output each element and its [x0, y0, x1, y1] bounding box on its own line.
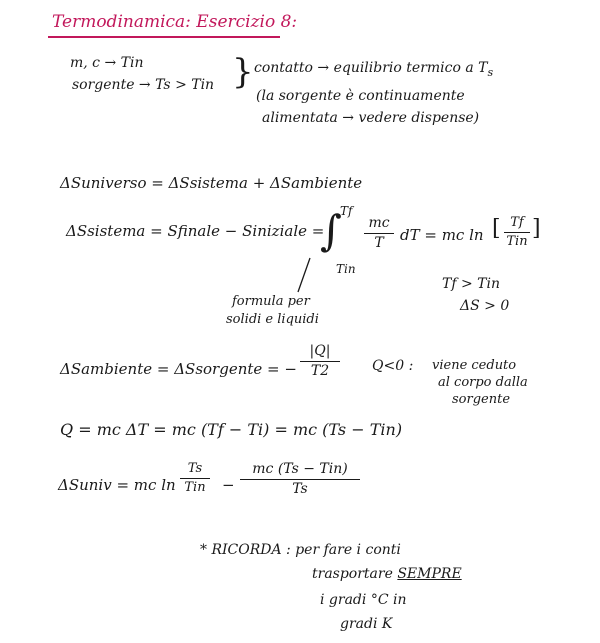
environment-denominator: T2 [310, 363, 330, 380]
total-ln-bar [180, 478, 210, 479]
condition-line-1: Tf > Tin [442, 276, 500, 292]
formula-note-line-1: formula per [232, 294, 310, 309]
setup-brace: } [232, 52, 254, 92]
integral-upper-limit: Tf [340, 204, 353, 218]
integral-result: dT = mc ln [400, 226, 484, 244]
total-second-fraction [240, 462, 360, 498]
formula-note-line-2: solidi e liquidi [226, 312, 319, 327]
total-entropy-lhs: ΔSuniv = mc ln [58, 476, 176, 494]
environment-fraction [300, 344, 340, 380]
heat-equation: Q = mc ΔT = mc (Tf − Ti) = mc (Ts − Tin) [60, 420, 403, 439]
setup-source-line: sorgente → Ts > Tin [72, 77, 215, 93]
reminder-verb: trasportare [312, 566, 393, 582]
total-ln-denominator: Tin [184, 480, 206, 496]
condition-line-2: ΔS > 0 [460, 298, 510, 314]
total-second-numerator: mc (Ts − Tin) [252, 461, 348, 477]
setup-note-line-2: alimentata → vedere dispense) [262, 110, 480, 126]
total-ln-fraction [180, 462, 210, 496]
integral-sign: ∫ [320, 206, 342, 255]
reminder-line-3: i gradi °C in [320, 592, 407, 608]
total-second-denominator: Ts [292, 481, 308, 498]
ln-numerator: Tf [510, 215, 524, 230]
reminder-emphasis: SEMPRE [397, 566, 462, 582]
environment-numerator: |Q| [309, 343, 331, 359]
integrand-denominator: T [374, 235, 384, 252]
ln-denominator: Tin [506, 234, 528, 250]
integrand-numerator: mc [368, 215, 390, 231]
ln-bracket-open: [ [492, 216, 501, 241]
total-minus: − [222, 476, 235, 494]
environment-bar [300, 361, 340, 362]
setup-body-line: m, c → Tin [70, 55, 144, 71]
heat-sign-note-line-1: viene ceduto [432, 358, 517, 373]
contact-subscript: s [487, 65, 494, 79]
total-second-bar [240, 479, 360, 480]
reminder-line-2 [312, 566, 462, 582]
ln-bracket-close: ] [532, 216, 541, 241]
system-entropy-lhs: ΔSsistema = Sfinale − Siniziale = [66, 222, 325, 240]
universe-entropy-equation: ΔSuniverso = ΔSsistema + ΔSambiente [60, 174, 363, 192]
heat-sign-note-line-2: al corpo dalla [438, 375, 528, 390]
heat-sign-note: Q<0 : [372, 358, 414, 374]
setup-note-line-1: (la sorgente è continuamente [256, 88, 465, 104]
total-ln-numerator: Ts [187, 461, 203, 476]
page-title: Termodinamica: Esercizio 8: [52, 12, 298, 32]
environment-entropy-lhs: ΔSambiente = ΔSsorgente = − [60, 360, 297, 378]
integral-lower-limit: Tin [336, 262, 356, 276]
reminder-line-1: * RICORDA : per fare i conti [200, 542, 401, 558]
reminder-line-4: gradi K [340, 616, 393, 632]
contact-text: contatto → equilibrio termico a T [254, 60, 488, 76]
heat-sign-note-line-3: sorgente [452, 392, 511, 407]
